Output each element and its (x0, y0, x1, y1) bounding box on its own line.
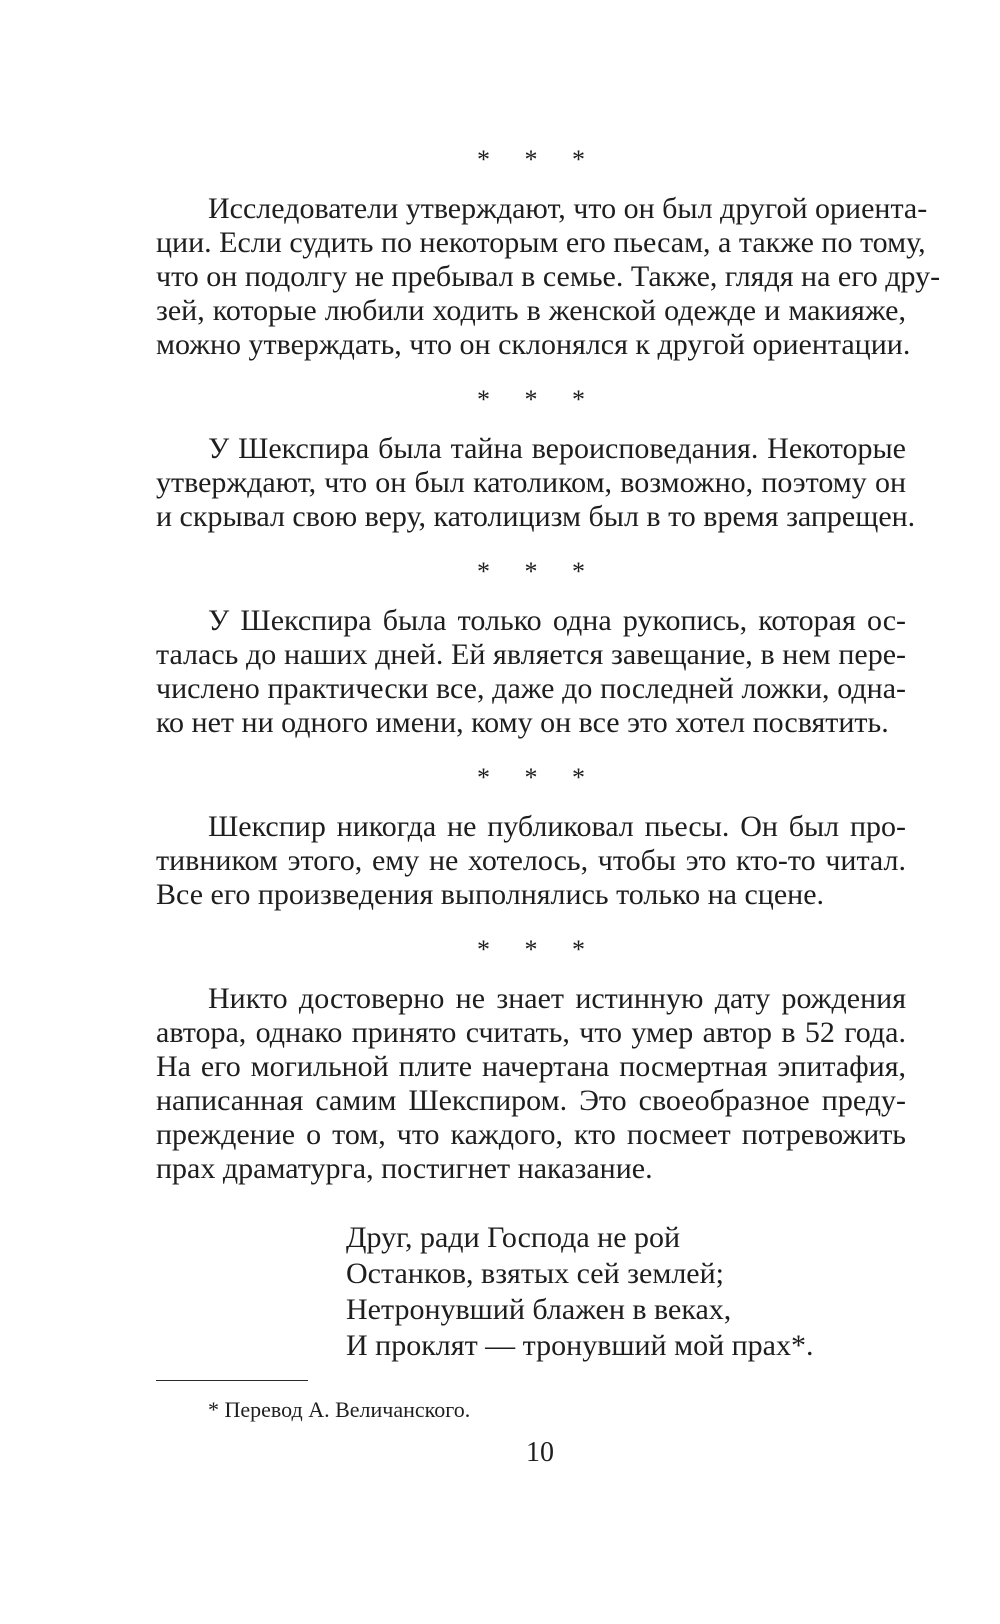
text-line: утверждают, что он был католиком, возможно, поэтому он (156, 466, 906, 499)
text-line: и скрывал свою веру, католицизм был в то время запрещен. (156, 500, 916, 533)
paragraph-manuscript (156, 604, 906, 740)
text-line: ко нет ни одного имени, кому он все это хотел посвятить. (156, 706, 889, 739)
text-line: числено практически все, даже до последней ложки, одна- (156, 672, 906, 705)
section-separator: * * * (477, 385, 599, 414)
text-line: автора, однако принято считать, что умер автор в 52 года. (156, 1016, 906, 1049)
epitaph-poem (346, 1220, 906, 1364)
text-line: что он подолгу не пребывал в семье. Также, глядя на его дру- (156, 260, 941, 293)
text-line: преждение о том, что каждого, кто посмеет потревожить (156, 1118, 906, 1151)
section-separator: * * * (477, 935, 599, 964)
section-separator: * * * (477, 763, 599, 792)
paragraph-plays (156, 810, 906, 912)
poem-line: Останков, взятых сей землей; (346, 1257, 725, 1290)
text-line: прах драматурга, постигнет наказание. (156, 1152, 653, 1185)
paragraph-epitaph (156, 982, 906, 1186)
poem-line: Нетронувший блажен в веках, (346, 1293, 732, 1326)
poem-line: И проклят — тронувший мой прах*. (346, 1329, 814, 1362)
text-line: У Шекспира была только одна рукопись, которая ос- (208, 604, 906, 637)
text-line: Никто достоверно не знает истинную дату рождения (208, 982, 906, 1015)
section-separator: * * * (477, 557, 599, 586)
page-number: 10 (526, 1437, 554, 1468)
footnote: * Перевод А. Величанского. (208, 1397, 471, 1422)
text-line: тивником этого, ему не хотелось, чтобы это кто-то читал. (156, 844, 906, 877)
text-line: Шекспир никогда не публиковал пьесы. Он был про- (208, 810, 906, 843)
paragraph-religion (156, 432, 916, 534)
page-body (156, 140, 941, 1364)
text-line: написанная самим Шекспиром. Это своеобразное преду- (156, 1084, 906, 1117)
text-line: На его могильной плите начертана посмертная эпитафия, (156, 1050, 906, 1083)
text-line: талась до наших дней. Ей является завещание, в нем пере- (156, 638, 906, 671)
text-line: ции. Если судить по некоторым его пьесам, а также по тому, (156, 226, 926, 259)
text-line: У Шекспира была тайна вероисповедания. Некоторые (208, 432, 906, 465)
poem-line: Друг, ради Господа не рой (346, 1221, 681, 1254)
paragraph-orientation (156, 192, 941, 362)
text-line: можно утверждать, что он склонялся к другой ориентации. (156, 328, 911, 361)
text-line: зей, которые любили ходить в женской одежде и макияже, (156, 294, 906, 327)
footnote-divider (156, 1380, 308, 1381)
section-separator: * * * (477, 145, 599, 174)
text-line: Исследователи утверждают, что он был другой ориента- (208, 192, 928, 225)
text-line: Все его произведения выполнялись только на сцене. (156, 878, 825, 911)
